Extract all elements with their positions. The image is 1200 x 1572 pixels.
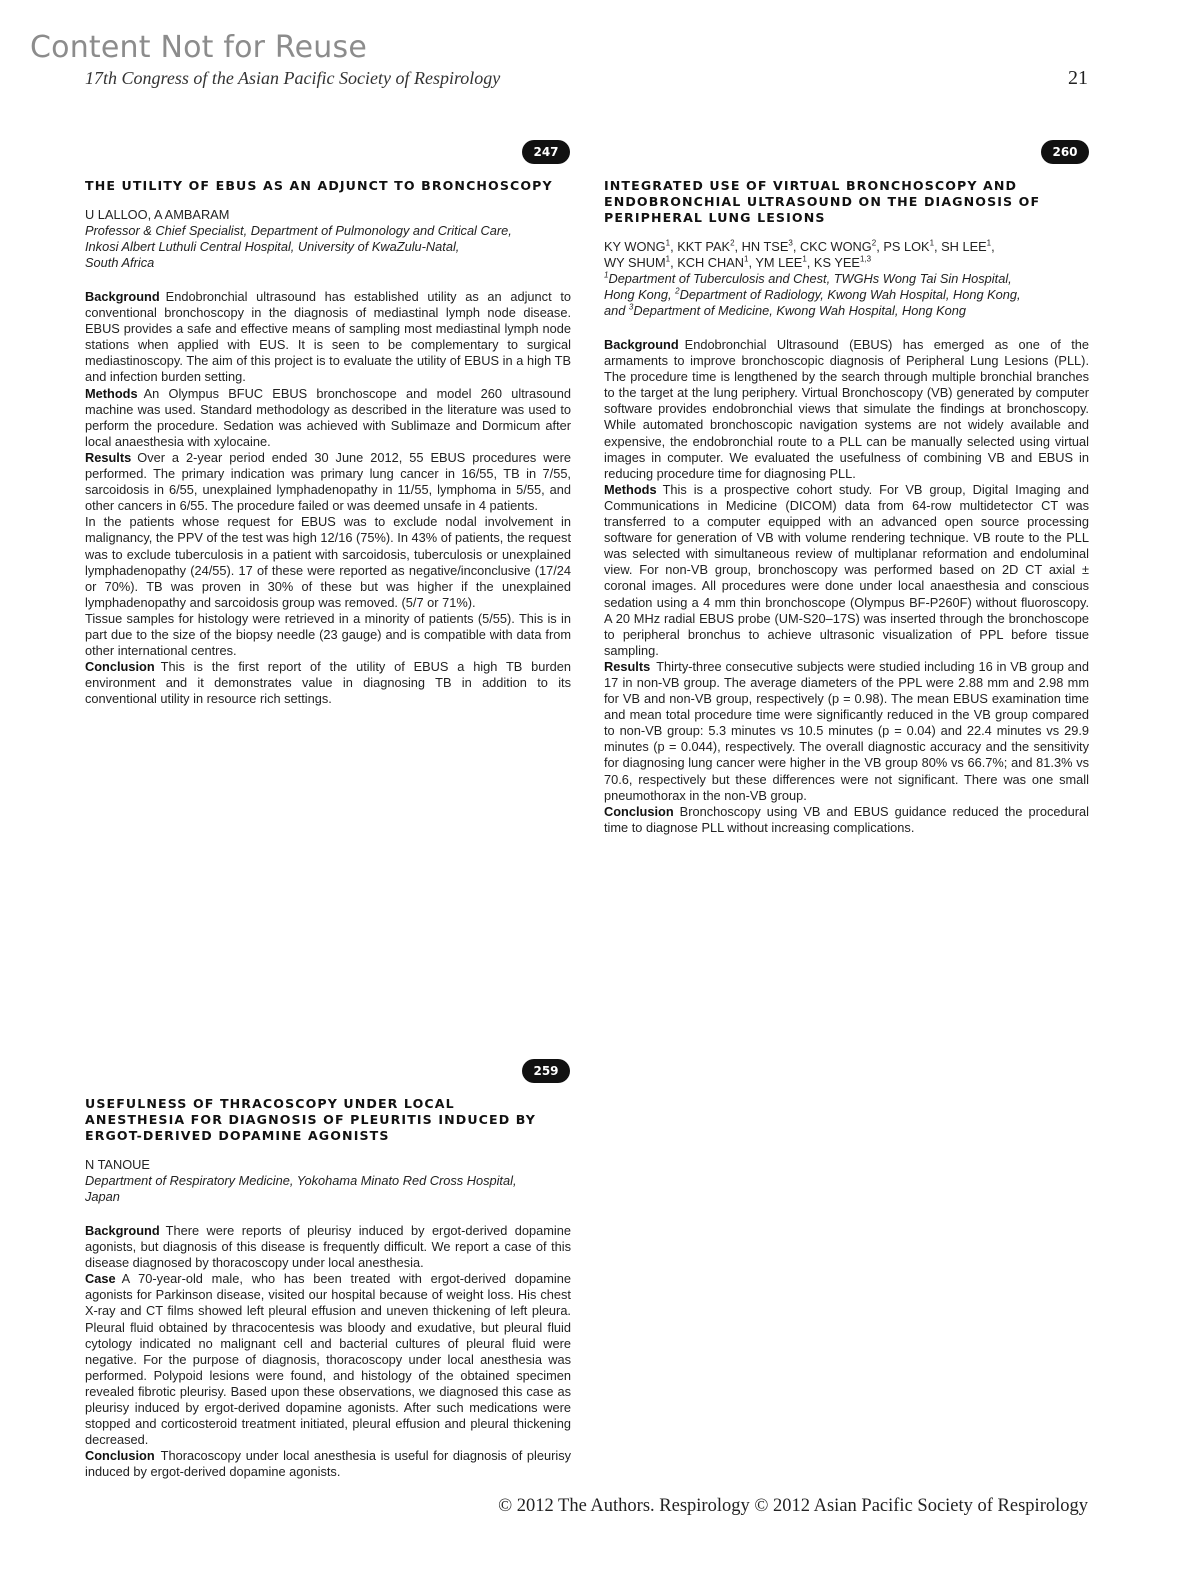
section-text: Thoracoscopy under local anesthesia is useful for diagnosis of pleurisy induced by ergot-derived dopamine agonists. (85, 1448, 571, 1480)
author-name: WY SHUM (604, 255, 666, 270)
section-label: Background (85, 289, 160, 304)
abstract-paragraph (604, 337, 1089, 482)
abstract-paragraph (85, 514, 571, 611)
abstract-body (85, 289, 571, 707)
author-name: KY WONG (604, 239, 666, 254)
section-label: Background (604, 337, 679, 352)
abstract-259 (85, 1096, 571, 1481)
section-label: Background (85, 1223, 160, 1238)
affiliation-text: Department of Radiology, Kwong Wah Hospital, Hong Kong, and (604, 287, 1021, 318)
author-affiliation-marker: 1 (802, 254, 807, 264)
abstract-number-badge: 259 (522, 1059, 570, 1083)
section-text: Endobronchial ultrasound has established utility as an adjunct to conventional bronchoscopy in the diagnosis of mediastinal lymph node disease. EBUS provides a safe and effective means of sampling most mediastinal lymph node stations when applied with EUS. It is seen to be complementary to surgical mediastinoscopy. The aim of this project is to evaluate the utility of EBUS in a high TB and infection burden setting. (85, 289, 571, 385)
abstract-authors: N TANOUE (85, 1157, 150, 1172)
section-text: An Olympus BFUC EBUS bronchoscope and model 260 ultrasound machine was used. Standard methodology as described in the literature was used to perform the procedure. Sedation was achieved with Sublimaze and Dormicum after local anaesthesia with xylocaine. (85, 385, 571, 449)
section-text: Tissue samples for histology were retrieved in a minority of patients (5/55). This is in part due to the size of the biopsy needle (23 gauge) and is compatible with data from other international centres. (85, 610, 571, 659)
abstract-authors: U LALLOO, A AMBARAM (85, 207, 230, 222)
abstract-paragraph (604, 482, 1089, 659)
section-label: Conclusion (85, 659, 155, 675)
author-name: CKC WONG (799, 239, 872, 254)
section-text: Endobronchial Ultrasound (EBUS) has emerged as one of the armaments to improve bronchoscopic diagnosis of Peripheral Lung Lesions (PLL). The procedure time is lengthened by the search through multiple bronchial branches to the target at the lung periphery. Virtual Bronchoscopy (VB) generated by computer software provides endobronchial views that simulate the findings at bronchoscopy. While automated bronchoscopic navigation systems are not widely available and expensive, the endobronchial route to a PLL can be manually selected using virtual images in computer. We evaluated the usefulness of combining VB and EBUS in reducing procedure time for diagnosing PLL. (604, 337, 1089, 481)
abstract-paragraph (604, 804, 1089, 836)
section-text: This is the first report of the utility of EBUS a high TB burden environment and it demonstrates value in diagnosing TB in addition to its conventional utility in resource rich settings. (85, 659, 571, 707)
author-affiliation-marker: 1 (665, 254, 671, 264)
abstract-authors: KY WONG$^1$, KKT PAK$^2$, HN TSE$^3$, CKC WONG$^2$, PS LOK$^1$, SH LEE$^1$, WY SHUM$^1$, KCH CHAN$^1$, YM LEE$^1$, KS YEE$^{1,3}$ (604, 238, 995, 270)
section-text: Over a 2-year period ended 30 June 2012, 55 EBUS procedures were performed. The primary indication was primary lung cancer in 16/55, TB in 7/55, sarcoidosis in 6/55, unexplained lymphadenopathy in 11/55, lymphoma in 5/55, and other cancers in 6/55. The procedure failed or was deemed unsafe in 4 patients. (85, 449, 571, 514)
section-label: Conclusion (85, 1448, 155, 1464)
author-affiliation-marker: 2 (730, 238, 735, 248)
abstract-title: THE UTILITY OF EBUS AS AN ADJUNCT TO BRONCHOSCOPY (85, 178, 553, 193)
section-label: Methods (85, 385, 138, 401)
author-name: YM LEE (755, 255, 803, 270)
watermark-text: Content Not for Reuse (30, 30, 367, 65)
abstract-paragraph (85, 1223, 571, 1271)
page-number: 21 (1068, 67, 1088, 89)
section-label: Results (604, 658, 651, 674)
abstract-260 (604, 178, 1089, 836)
section-label: Methods (604, 481, 657, 497)
author-affiliation-marker: 1 (986, 238, 992, 248)
affiliation-marker: 2 (675, 286, 680, 296)
section-label: Case (85, 1271, 116, 1287)
abstract-paragraph (85, 611, 571, 659)
affiliation-text: Department of Tuberculosis and Chest, TWGHs Wong Tai Sin Hospital, Hong Kong, (604, 271, 1012, 302)
section-text: This is a prospective cohort study. For VB group, Digital Imaging and Communications in Medicine (DICOM) data from 64-row multidetector CT was transferred to a computer equipped with an advanced open source processing software for generation of VB with volume rendering technique. VB route to the PLL was selected with simultaneous review of multiplanar reformation and endoluminal view. For non-VB group, bronchoscopy was performed based on 2D CT axial ± coronal images. All procedures were done under local anaesthesia and conscious sedation using a 4 mm thin bronchoscope (Olympus BF-P260F) without fluoroscopy. A 20 MHz radial EBUS probe (UM-S20–17S) was inserted through the bronchoscope to peripheral bronchus to achieve ultrasonic visualization of PPL before tissue sampling. (604, 481, 1089, 658)
abstract-affiliation: Professor & Chief Specialist, Department of Pulmonology and Critical Care, Inkosi Albert Luthuli Central Hospital, University of KwaZulu-Natal, South Africa (85, 223, 512, 270)
section-text: In the patients whose request for EBUS was to exclude nodal involvement in malignancy, the PPV of the test was high 12/16 (75%). In 43% of patients, the request was to exclude tuberculosis in a patient with sarcoidosis, tuberculosis or unexplained lymphadenopathy (24/55). 17 of these were reported as negative/inconclusive (17/24 or 70%). TB was proven in 30% of these but was higher if the unexplained lymphadenopathy and sarcoidosis group was removed. (5/7 or 71%). (85, 514, 571, 610)
copyright-footer: © 2012 The Authors. Respirology © 2012 Asian Pacific Society of Respirology (498, 1496, 1088, 1516)
author-name: HN TSE (741, 239, 789, 254)
running-header-journal-title: 17th Congress of the Asian Pacific Society of Respirology (85, 68, 501, 88)
abstract-number-badge: 260 (1041, 140, 1089, 164)
section-text: There were reports of pleurisy induced by ergot-derived dopamine agonists, but diagnosis of this disease is frequently difficult. We report a case of this disease diagnosed by thoracoscopy under local anesthesia. (85, 1223, 571, 1271)
section-label: Results (85, 449, 132, 465)
author-name: KS YEE (813, 255, 860, 270)
author-affiliation-marker: 1,3 (859, 254, 872, 264)
affiliation-marker: 3 (628, 302, 634, 312)
author-name: KKT PAK (677, 239, 731, 254)
author-affiliation-marker: 1 (929, 238, 935, 248)
abstract-paragraph (85, 386, 571, 450)
authors-line-1: KY WONG$^1$, KKT PAK$^2$, HN TSE$^3$, CKC WONG$^2$, PS LOK$^1$, SH LEE$^1$ (604, 238, 992, 254)
abstract-247 (85, 178, 571, 707)
authors-line-2: WY SHUM$^1$, KCH CHAN$^1$, YM LEE$^1$, KS YEE$^{1,3}$ (604, 254, 872, 270)
abstract-paragraph (85, 659, 571, 707)
abstract-title: INTEGRATED USE OF VIRTUAL BRONCHOSCOPY AND ENDOBRONCHIAL ULTRASOUND ON THE DIAGNOSIS OF PERIPHERAL LUNG LESIONS (604, 178, 1041, 225)
abstract-affiliation: Department of Respiratory Medicine, Yokohama Minato Red Cross Hospital, Japan (85, 1173, 517, 1204)
abstract-body (85, 1223, 571, 1481)
author-affiliation-marker: 2 (871, 238, 877, 248)
affiliation-marker: 1 (604, 270, 609, 280)
author-affiliation-marker: 3 (788, 238, 793, 248)
abstract-paragraph (85, 1448, 571, 1480)
abstract-title: USEFULNESS OF THRACOSCOPY UNDER LOCAL ANESTHESIA FOR DIAGNOSIS OF PLEURITIS INDUCED BY ERGOT-DERIVED DOPAMINE AGONISTS (85, 1096, 536, 1143)
section-label: Conclusion (604, 803, 674, 819)
abstract-paragraph (85, 289, 571, 386)
abstract-paragraph (85, 450, 571, 514)
author-name: KCH CHAN (677, 255, 745, 270)
abstract-body (604, 337, 1089, 836)
affiliation-text: Department of Medicine, Kwong Wah Hospital, Hong Kong (633, 303, 967, 318)
author-name: PS LOK (883, 239, 930, 254)
author-name: SH LEE (941, 239, 987, 254)
section-text: Bronchoscopy using VB and EBUS guidance reduced the procedural time to diagnose PLL without increasing complications. (604, 803, 1089, 835)
abstract-paragraph (604, 659, 1089, 804)
author-affiliation-marker: 1 (744, 254, 749, 264)
section-text: A 70-year-old male, who has been treated with ergot-derived dopamine agonists for Parkinson disease, visited our hospital because of weight loss. His chest X-ray and CT films showed left pleural effusion and uneven thickening of left pleura. Pleural fluid obtained by thracocentesis was bloody and exudative, but pleural fluid cytology indicated no malignant cell and bacterial cultures of pleural fluid were negative. For the purpose of diagnosis, thoracoscopy under local anesthesia was performed. Polypoid lesions were found, and histology of the obtained specimen revealed fibrotic pleurisy. Based upon these observations, we diagnosed this case as pleurisy induced by ergot-derived dopamine agonists. After such medications were stopped and corticosteroid treatment initiated, pleural effusion and pleural thickening decreased. (85, 1271, 571, 1448)
abstract-affiliation (604, 271, 1089, 319)
abstract-paragraph (85, 1271, 571, 1448)
section-text: Thirty-three consecutive subjects were studied including 16 in VB group and 17 in non-VB group. The average diameters of the PPL were 2.88 mm and 2.98 mm for VB and non-VB group, respectively (p = 0.98). The mean EBUS examination time and mean total procedure time were significantly reduced in the VB group compared to non-VB group: 5.3 minutes vs 10.5 minutes (p = 0.04) and 22.4 minutes vs 29.9 minutes (p = 0.044), respectively. The overall diagnostic accuracy and the sensitivity for diagnosing lung cancer were higher in the VB group 80% vs 66.7%; and 81.3% vs 70.6, respectively but these differences were not significant. There was one small pneumothorax in the non-VB group. (604, 658, 1089, 803)
author-affiliation-marker: 1 (665, 238, 671, 248)
abstract-number-badge: 247 (522, 140, 570, 164)
